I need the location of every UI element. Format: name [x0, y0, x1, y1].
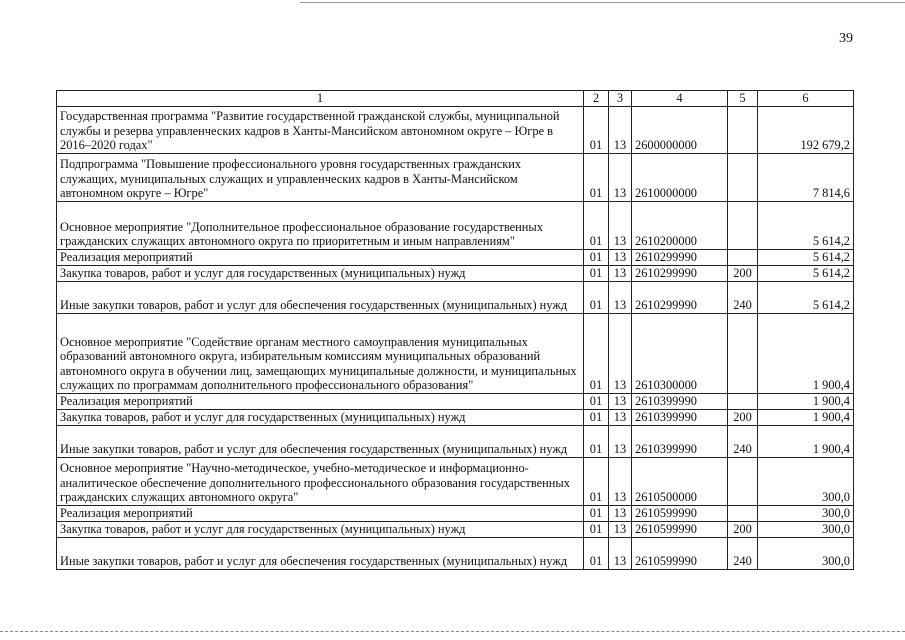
row-target-article: 2600000000 — [632, 107, 728, 154]
row-amount: 5 614,2 — [758, 282, 854, 314]
row-section: 01 — [584, 107, 609, 154]
table-row — [57, 522, 854, 538]
row-amount: 7 814,6 — [758, 154, 854, 202]
row-name: Реализация мероприятий — [57, 394, 584, 410]
row-expense-type — [728, 202, 758, 250]
row-expense-type: 200 — [728, 410, 758, 426]
row-amount: 300,0 — [758, 458, 854, 506]
row-amount: 1 900,4 — [758, 314, 854, 394]
table-row — [57, 394, 854, 410]
row-name: Иные закупки товаров, работ и услуг для обеспечения государственных (муниципальных) нужд — [57, 282, 584, 314]
row-expense-type — [728, 107, 758, 154]
column-header: 5 — [728, 91, 758, 107]
table-row — [57, 506, 854, 522]
row-target-article: 2610599990 — [632, 522, 728, 538]
row-subsection: 13 — [609, 266, 632, 282]
row-target-article: 2610200000 — [632, 202, 728, 250]
scan-bottom-rule — [0, 631, 905, 633]
row-subsection: 13 — [609, 282, 632, 314]
row-name: Подпрограмма "Повышение профессионального уровня государственных гражданских служащих, муниципальных служащих и управленческих кадров в Ханты-Мансийском автономном округе – Югре" — [57, 154, 584, 202]
scan-top-rule — [300, 2, 905, 3]
row-section: 01 — [584, 458, 609, 506]
row-expense-type — [728, 154, 758, 202]
row-subsection: 13 — [609, 250, 632, 266]
row-expense-type — [728, 506, 758, 522]
row-expense-type: 200 — [728, 266, 758, 282]
row-subsection: 13 — [609, 202, 632, 250]
table-row — [57, 458, 854, 506]
row-target-article: 2610000000 — [632, 154, 728, 202]
row-name: Государственная программа "Развитие государственной гражданской службы, муниципальной службы и резерва управленческих кадров в Ханты-Мансийском автономном округе – Югре в 2016–2020 годах" — [57, 107, 584, 154]
row-expense-type — [728, 314, 758, 394]
row-amount: 1 900,4 — [758, 426, 854, 458]
table-row — [57, 282, 854, 314]
row-subsection: 13 — [609, 107, 632, 154]
row-subsection: 13 — [609, 410, 632, 426]
table-row — [57, 202, 854, 250]
row-target-article: 2610399990 — [632, 426, 728, 458]
table-body — [57, 107, 854, 570]
row-subsection: 13 — [609, 506, 632, 522]
table-row — [57, 154, 854, 202]
row-subsection: 13 — [609, 426, 632, 458]
row-amount: 192 679,2 — [758, 107, 854, 154]
row-name: Иные закупки товаров, работ и услуг для обеспечения государственных (муниципальных) нужд — [57, 426, 584, 458]
column-header: 3 — [609, 91, 632, 107]
row-section: 01 — [584, 266, 609, 282]
table-row — [57, 266, 854, 282]
row-amount: 1 900,4 — [758, 410, 854, 426]
row-section: 01 — [584, 250, 609, 266]
row-amount: 300,0 — [758, 538, 854, 570]
row-section: 01 — [584, 522, 609, 538]
row-section: 01 — [584, 506, 609, 522]
row-amount: 300,0 — [758, 506, 854, 522]
row-section: 01 — [584, 154, 609, 202]
row-amount: 5 614,2 — [758, 266, 854, 282]
page-number: 39 — [839, 31, 853, 46]
row-target-article: 2610299990 — [632, 282, 728, 314]
row-expense-type: 240 — [728, 426, 758, 458]
table-header-row — [57, 91, 854, 107]
row-subsection: 13 — [609, 154, 632, 202]
row-target-article: 2610599990 — [632, 506, 728, 522]
row-name: Основное мероприятие "Научно-методическое, учебно-методическое и информационно-аналитическое обеспечение дополнительного профессионального образования государственных гражданских служащих автономного округа" — [57, 458, 584, 506]
row-subsection: 13 — [609, 314, 632, 394]
row-section: 01 — [584, 202, 609, 250]
row-section: 01 — [584, 314, 609, 394]
row-amount: 300,0 — [758, 522, 854, 538]
row-expense-type — [728, 458, 758, 506]
row-section: 01 — [584, 282, 609, 314]
row-target-article: 2610399990 — [632, 410, 728, 426]
row-target-article: 2610500000 — [632, 458, 728, 506]
column-header: 1 — [57, 91, 584, 107]
column-header: 6 — [758, 91, 854, 107]
row-target-article: 2610299990 — [632, 266, 728, 282]
row-target-article: 2610299990 — [632, 250, 728, 266]
row-name: Иные закупки товаров, работ и услуг для обеспечения государственных (муниципальных) нужд — [57, 538, 584, 570]
row-name: Реализация мероприятий — [57, 250, 584, 266]
table-row — [57, 538, 854, 570]
row-amount: 5 614,2 — [758, 202, 854, 250]
row-section: 01 — [584, 394, 609, 410]
row-expense-type: 240 — [728, 282, 758, 314]
column-header: 4 — [632, 91, 728, 107]
row-target-article: 2610399990 — [632, 394, 728, 410]
row-name: Основное мероприятие "Дополнительное профессиональное образование государственных гражданских служащих автономного округа по приоритетным и иным направлениям" — [57, 202, 584, 250]
row-name: Основное мероприятие "Содействие органам местного самоуправления муниципальных образований автономного округа, избирательным комиссиям муниципальных образований автономного округа в обучении лиц, замещающих муниципальные должности, и муниципальных служащих по программам дополнительного профессионального образования" — [57, 314, 584, 394]
row-target-article: 2610599990 — [632, 538, 728, 570]
row-expense-type: 200 — [728, 522, 758, 538]
row-section: 01 — [584, 426, 609, 458]
row-target-article: 2610300000 — [632, 314, 728, 394]
column-header: 2 — [584, 91, 609, 107]
row-name: Закупка товаров, работ и услуг для государственных (муниципальных) нужд — [57, 410, 584, 426]
row-expense-type: 240 — [728, 538, 758, 570]
row-subsection: 13 — [609, 522, 632, 538]
table-row — [57, 426, 854, 458]
row-section: 01 — [584, 538, 609, 570]
table-row — [57, 314, 854, 394]
row-amount: 5 614,2 — [758, 250, 854, 266]
row-subsection: 13 — [609, 538, 632, 570]
row-name: Закупка товаров, работ и услуг для государственных (муниципальных) нужд — [57, 266, 584, 282]
row-amount: 1 900,4 — [758, 394, 854, 410]
row-section: 01 — [584, 410, 609, 426]
budget-table — [56, 90, 854, 570]
row-subsection: 13 — [609, 458, 632, 506]
row-expense-type — [728, 394, 758, 410]
row-subsection: 13 — [609, 394, 632, 410]
row-expense-type — [728, 250, 758, 266]
table-row — [57, 107, 854, 154]
row-name: Реализация мероприятий — [57, 506, 584, 522]
table-row — [57, 410, 854, 426]
table-row — [57, 250, 854, 266]
row-name: Закупка товаров, работ и услуг для государственных (муниципальных) нужд — [57, 522, 584, 538]
